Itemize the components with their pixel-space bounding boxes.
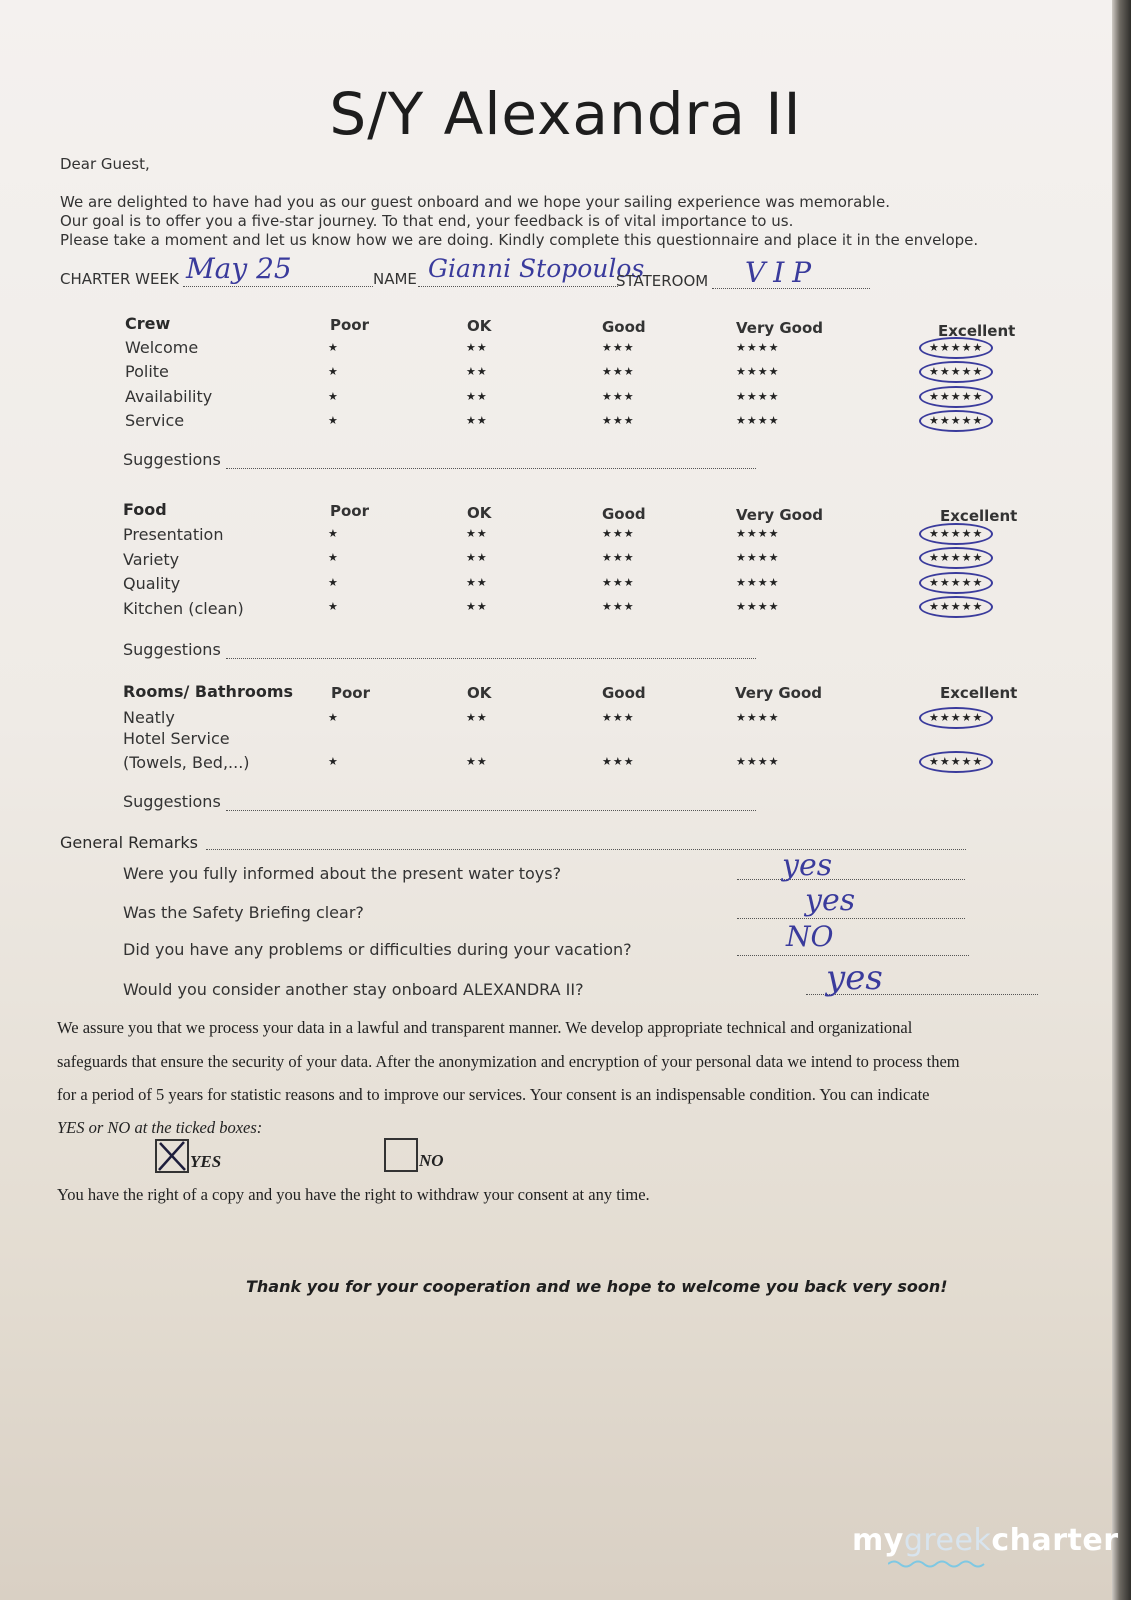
rating-stars-very-good[interactable]: ★★★★ — [736, 551, 780, 564]
page-edge — [1112, 0, 1131, 1600]
selected-rating-circle — [919, 572, 993, 594]
rating-stars-poor[interactable]: ★ — [328, 414, 339, 427]
selected-rating-circle — [919, 386, 993, 408]
rating-stars-poor[interactable]: ★ — [328, 755, 339, 768]
selected-rating-circle — [919, 361, 993, 383]
food-item-variety: Variety — [123, 550, 180, 569]
rating-stars-good[interactable]: ★★★ — [602, 414, 635, 427]
crew-col-excellent: Excellent — [938, 322, 1016, 340]
stateroom-label: STATEROOM — [616, 272, 709, 290]
rating-stars-poor[interactable]: ★ — [328, 600, 339, 613]
privacy-line-4: YES or NO at the ticked boxes: — [57, 1118, 263, 1137]
rating-stars-excellent[interactable]: ★★★★★ — [929, 414, 984, 427]
rooms-col-ok: OK — [467, 684, 492, 702]
selected-rating-circle — [919, 707, 993, 729]
charter-week-line — [183, 286, 373, 287]
rating-stars-excellent[interactable]: ★★★★★ — [929, 390, 984, 403]
rating-stars-poor[interactable]: ★ — [328, 551, 339, 564]
rooms-item-towels: (Towels, Bed,...) — [123, 753, 250, 772]
answer-safety-briefing[interactable]: yes — [805, 883, 856, 918]
crew-col-poor: Poor — [330, 316, 370, 334]
rating-stars-poor[interactable]: ★ — [328, 365, 339, 378]
charter-week-value[interactable]: May 25 — [186, 252, 292, 285]
rights-statement: You have the right of a copy and you have the right to withdraw your consent at any time. — [57, 1185, 650, 1204]
rating-stars-excellent[interactable]: ★★★★★ — [929, 711, 984, 724]
rating-stars-excellent[interactable]: ★★★★★ — [929, 576, 984, 589]
rating-stars-very-good[interactable]: ★★★★ — [736, 576, 780, 589]
intro-line-1: We are delighted to have had you as our guest onboard and we hope your sailing experience was memorable. — [60, 193, 890, 211]
intro-line-3: Please take a moment and let us know how we are doing. Kindly complete this questionnaire and place it in the envelope. — [60, 231, 979, 249]
rating-stars-poor[interactable]: ★ — [328, 711, 339, 724]
rating-stars-good[interactable]: ★★★ — [602, 527, 635, 540]
food-item-presentation: Presentation — [123, 525, 224, 544]
answer-line-water-toys — [737, 879, 965, 880]
question-another-stay: Would you consider another stay onboard ALEXANDRA II? — [123, 980, 584, 999]
rating-stars-poor[interactable]: ★ — [328, 390, 339, 403]
rating-stars-ok[interactable]: ★★ — [466, 711, 488, 724]
rating-stars-ok[interactable]: ★★ — [466, 341, 488, 354]
general-remarks-label: General Remarks — [60, 833, 198, 852]
food-suggestions-line[interactable] — [226, 658, 756, 659]
answer-line-problems — [737, 955, 969, 956]
rating-stars-excellent[interactable]: ★★★★★ — [929, 600, 984, 613]
wave-icon — [888, 1559, 988, 1569]
consent-yes-checkbox[interactable] — [155, 1139, 189, 1173]
rating-stars-ok[interactable]: ★★ — [466, 576, 488, 589]
check-x-icon — [157, 1141, 187, 1171]
rooms-col-excellent: Excellent — [940, 684, 1018, 702]
crew-item-service: Service — [125, 411, 185, 430]
rating-stars-good[interactable]: ★★★ — [602, 551, 635, 564]
name-line — [418, 286, 618, 287]
name-value[interactable]: Gianni Stopoulos — [428, 254, 645, 283]
question-safety-briefing: Was the Safety Briefing clear? — [123, 903, 364, 922]
closing-message: Thank you for your cooperation and we hope to welcome you back very soon! — [246, 1277, 948, 1296]
rooms-item-hotel-service: Hotel Service — [123, 729, 230, 748]
rooms-col-good: Good — [602, 684, 646, 702]
answer-another-stay[interactable]: yes — [826, 958, 883, 998]
question-water-toys: Were you fully informed about the present water toys? — [123, 864, 562, 883]
crew-item-polite: Polite — [125, 362, 169, 381]
rooms-heading: Rooms/ Bathrooms — [123, 682, 294, 701]
rating-stars-good[interactable]: ★★★ — [602, 576, 635, 589]
selected-rating-circle — [919, 547, 993, 569]
answer-line-safety-briefing — [737, 918, 965, 919]
privacy-line-2: safeguards that ensure the security of your data. After the anonymization and encryption of your personal data we intend to process them — [57, 1052, 960, 1071]
consent-no-label: NO — [419, 1151, 444, 1170]
rating-stars-poor[interactable]: ★ — [328, 576, 339, 589]
intro-line-2: Our goal is to offer you a five-star journey. To that end, your feedback is of vital importance to us. — [60, 212, 794, 230]
crew-col-good: Good — [602, 318, 646, 336]
rating-stars-poor[interactable]: ★ — [328, 527, 339, 540]
food-col-ok: OK — [467, 504, 492, 522]
rating-stars-ok[interactable]: ★★ — [466, 365, 488, 378]
rating-stars-good[interactable]: ★★★ — [602, 390, 635, 403]
rating-stars-very-good[interactable]: ★★★★ — [736, 390, 780, 403]
food-item-quality: Quality — [123, 574, 181, 593]
rating-stars-ok[interactable]: ★★ — [466, 755, 488, 768]
rating-stars-very-good[interactable]: ★★★★ — [736, 711, 780, 724]
food-col-excellent: Excellent — [940, 507, 1018, 525]
general-remarks-line[interactable] — [206, 849, 966, 850]
food-heading: Food — [123, 500, 167, 519]
charter-week-label: CHARTER WEEK — [60, 270, 179, 288]
food-col-good: Good — [602, 505, 646, 523]
rating-stars-poor[interactable]: ★ — [328, 341, 339, 354]
rooms-col-very-good: Very Good — [735, 684, 823, 702]
consent-yes-label: YES — [190, 1152, 222, 1171]
rating-stars-very-good[interactable]: ★★★★ — [736, 414, 780, 427]
privacy-line-1: We assure you that we process your data in a lawful and transparent manner. We develop appropriate technical and organizational — [57, 1018, 913, 1037]
rooms-suggestions-line[interactable] — [226, 810, 756, 811]
rating-stars-excellent[interactable]: ★★★★★ — [929, 755, 984, 768]
selected-rating-circle — [919, 410, 993, 432]
rating-stars-very-good[interactable]: ★★★★ — [736, 341, 780, 354]
rating-stars-good[interactable]: ★★★ — [602, 365, 635, 378]
privacy-line-3: for a period of 5 years for statistic reasons and to improve our services. Your consent is an indispensable condition. You can indicate — [57, 1085, 930, 1104]
rooms-suggestions-label: Suggestions — [123, 792, 221, 811]
crew-suggestions-line[interactable] — [226, 468, 756, 469]
rating-stars-very-good[interactable]: ★★★★ — [736, 600, 780, 613]
rating-stars-excellent[interactable]: ★★★★★ — [929, 527, 984, 540]
food-suggestions-label: Suggestions — [123, 640, 221, 659]
crew-item-availability: Availability — [125, 387, 213, 406]
rooms-item-neatly: Neatly — [123, 708, 175, 727]
rating-stars-ok[interactable]: ★★ — [466, 414, 488, 427]
rating-stars-ok[interactable]: ★★ — [466, 527, 488, 540]
crew-heading: Crew — [125, 314, 171, 333]
question-problems: Did you have any problems or difficulties during your vacation? — [123, 940, 632, 959]
rating-stars-good[interactable]: ★★★ — [602, 711, 635, 724]
rating-stars-excellent[interactable]: ★★★★★ — [929, 551, 984, 564]
food-col-very-good: Very Good — [736, 506, 824, 524]
crew-col-ok: OK — [467, 317, 492, 335]
name-label: NAME — [373, 270, 417, 288]
logo-part-charter: charter — [991, 1523, 1119, 1558]
selected-rating-circle — [919, 596, 993, 618]
rating-stars-very-good[interactable]: ★★★★ — [736, 755, 780, 768]
crew-item-welcome: Welcome — [125, 338, 199, 357]
food-item-kitchen: Kitchen (clean) — [123, 599, 244, 618]
selected-rating-circle — [919, 751, 993, 773]
food-col-poor: Poor — [330, 502, 370, 520]
rating-stars-ok[interactable]: ★★ — [466, 600, 488, 613]
answer-water-toys[interactable]: yes — [782, 848, 833, 883]
rating-stars-ok[interactable]: ★★ — [466, 551, 488, 564]
rating-stars-excellent[interactable]: ★★★★★ — [929, 365, 984, 378]
logo-part-my: my — [852, 1523, 904, 1558]
greeting: Dear Guest, — [60, 155, 150, 173]
rating-stars-good[interactable]: ★★★ — [602, 341, 635, 354]
rating-stars-very-good[interactable]: ★★★★ — [736, 527, 780, 540]
logo-part-greek: greek — [903, 1523, 992, 1558]
rating-stars-good[interactable]: ★★★ — [602, 600, 635, 613]
rating-stars-excellent[interactable]: ★★★★★ — [929, 341, 984, 354]
crew-col-very-good: Very Good — [736, 319, 824, 337]
document-title: S/Y Alexandra II — [329, 80, 802, 148]
consent-no-checkbox[interactable] — [384, 1138, 418, 1172]
answer-problems[interactable]: NO — [786, 920, 834, 953]
stateroom-value[interactable]: VIP — [745, 256, 820, 289]
selected-rating-circle — [919, 337, 993, 359]
rating-stars-good[interactable]: ★★★ — [602, 755, 635, 768]
crew-suggestions-label: Suggestions — [123, 450, 221, 469]
selected-rating-circle — [919, 523, 993, 545]
rating-stars-very-good[interactable]: ★★★★ — [736, 365, 780, 378]
watermark-logo — [852, 1523, 1119, 1558]
rooms-col-poor: Poor — [331, 684, 371, 702]
rating-stars-ok[interactable]: ★★ — [466, 390, 488, 403]
